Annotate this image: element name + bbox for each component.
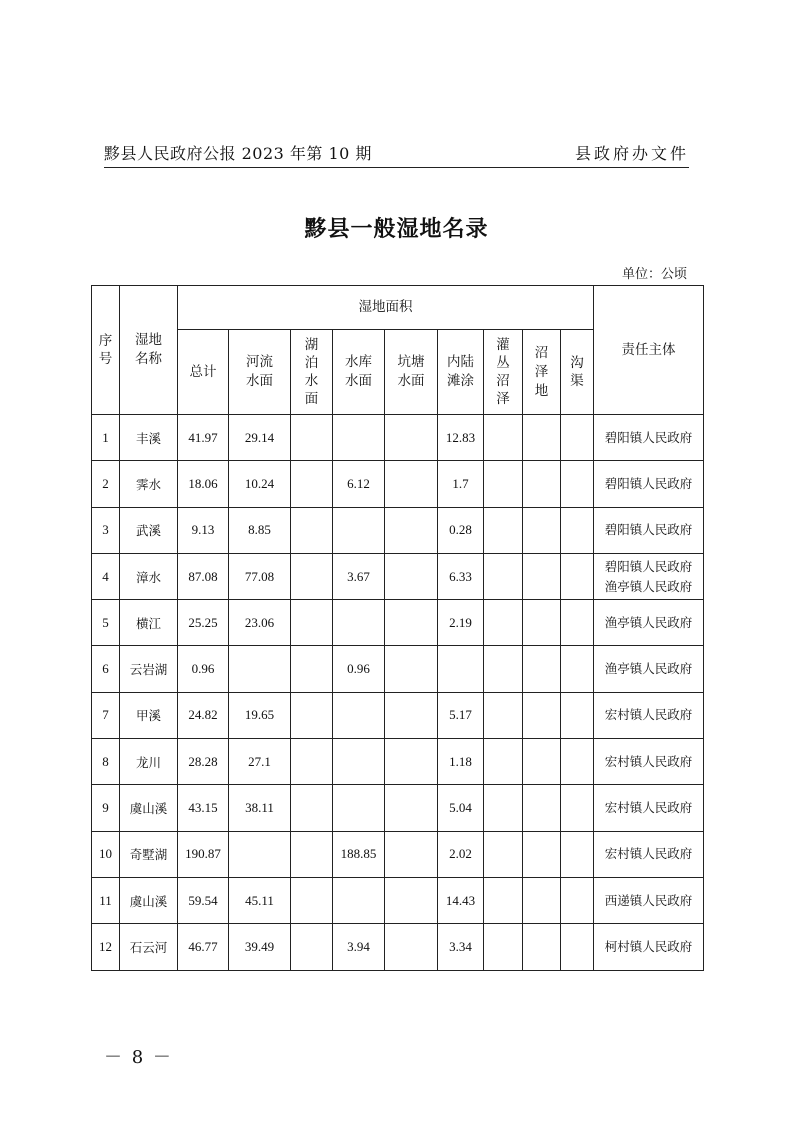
cell-ditch [561,461,594,507]
cell-shrub [484,739,523,785]
cell-shrub [484,600,523,646]
cell-total: 190.87 [178,831,229,877]
cell-name: 横江 [120,600,178,646]
cell-responsible [594,553,704,599]
cell-inland-beach: 1.7 [438,461,484,507]
responsible-entity: 碧阳镇人民政府 [604,429,693,445]
cell-inland-beach: 14.43 [438,877,484,923]
cell-reservoir: 6.12 [333,461,385,507]
col-header-name: 湿地名称 [120,286,178,415]
cell-ditch [561,692,594,738]
cell-inland-beach: 2.19 [438,600,484,646]
cell-inland-beach: 12.83 [438,415,484,461]
cell-name: 石云河 [120,924,178,970]
cell-river: 10.24 [229,461,291,507]
cell-seq: 3 [92,507,120,553]
cell-river: 39.49 [229,924,291,970]
cell-total: 87.08 [178,553,229,599]
cell-shrub [484,831,523,877]
cell-total: 28.28 [178,739,229,785]
cell-pond [385,507,438,553]
cell-lake [291,924,333,970]
table-row [92,415,704,461]
cell-reservoir: 0.96 [333,646,385,692]
cell-ditch [561,600,594,646]
table-row [92,831,704,877]
table-row [92,692,704,738]
cell-total: 18.06 [178,461,229,507]
page-title: 黟县一般湿地名录 [304,217,489,242]
cell-lake [291,415,333,461]
cell-seq: 7 [92,692,120,738]
table-row [92,461,704,507]
table-row [92,924,704,970]
cell-marsh [523,461,561,507]
cell-lake [291,785,333,831]
cell-responsible [594,877,704,923]
unit-label: 单位：公顷 [621,267,687,282]
cell-pond [385,924,438,970]
section-header: 县政府办文件 [574,144,689,163]
cell-marsh [523,553,561,599]
cell-marsh [523,831,561,877]
responsible-entity: 柯村镇人民政府 [604,938,693,954]
cell-marsh [523,692,561,738]
cell-name: 虞山溪 [120,877,178,923]
cell-total: 9.13 [178,507,229,553]
cell-river [229,646,291,692]
cell-responsible [594,600,704,646]
cell-ditch [561,739,594,785]
table-row [92,553,704,599]
cell-lake [291,600,333,646]
cell-total: 25.25 [178,600,229,646]
responsible-entity: 宏村镇人民政府 [604,800,693,816]
col-header-seq: 序号 [92,286,120,415]
cell-lake [291,739,333,785]
cell-responsible [594,415,704,461]
cell-pond [385,785,438,831]
cell-reservoir [333,600,385,646]
cell-seq: 8 [92,739,120,785]
cell-river: 77.08 [229,553,291,599]
cell-ditch [561,877,594,923]
responsible-entity: 碧阳镇人民政府 [604,558,693,574]
cell-river: 19.65 [229,692,291,738]
cell-marsh [523,785,561,831]
table-row [92,877,704,923]
cell-marsh [523,600,561,646]
cell-marsh [523,877,561,923]
cell-seq: 12 [92,924,120,970]
cell-marsh [523,415,561,461]
cell-lake [291,692,333,738]
cell-lake [291,553,333,599]
page-number: － 8 － [104,1047,173,1068]
table-row [92,785,704,831]
cell-pond [385,739,438,785]
cell-pond [385,553,438,599]
cell-pond [385,877,438,923]
cell-lake [291,507,333,553]
cell-pond [385,646,438,692]
cell-inland-beach: 2.02 [438,831,484,877]
cell-marsh [523,646,561,692]
cell-responsible [594,785,704,831]
cell-inland-beach: 6.33 [438,553,484,599]
col-header-shrub: 灌丛沼泽 [484,330,523,415]
cell-lake [291,877,333,923]
cell-inland-beach: 0.28 [438,507,484,553]
responsible-entity: 宏村镇人民政府 [604,846,693,862]
cell-reservoir [333,739,385,785]
cell-name: 霁水 [120,461,178,507]
cell-reservoir [333,877,385,923]
cell-seq: 9 [92,785,120,831]
header-rule [104,167,689,168]
cell-reservoir: 188.85 [333,831,385,877]
cell-shrub [484,646,523,692]
cell-responsible [594,739,704,785]
cell-responsible [594,461,704,507]
cell-name: 漳水 [120,553,178,599]
table-row [92,507,704,553]
cell-seq: 11 [92,877,120,923]
cell-ditch [561,507,594,553]
cell-marsh [523,507,561,553]
cell-responsible [594,692,704,738]
cell-seq: 6 [92,646,120,692]
cell-river: 29.14 [229,415,291,461]
cell-name: 云岩湖 [120,646,178,692]
cell-shrub [484,692,523,738]
wetland-table [91,285,704,971]
responsible-entity: 渔亭镇人民政府 [604,614,693,630]
bulletin-header: 黟县人民政府公报 2023 年第 10 期 [104,144,372,163]
cell-ditch [561,553,594,599]
cell-name: 武溪 [120,507,178,553]
cell-ditch [561,785,594,831]
cell-river: 45.11 [229,877,291,923]
cell-shrub [484,924,523,970]
cell-name: 龙川 [120,739,178,785]
cell-river: 38.11 [229,785,291,831]
col-header-responsible: 责任主体 [594,286,704,415]
cell-lake [291,461,333,507]
table-row [92,646,704,692]
cell-name: 丰溪 [120,415,178,461]
cell-reservoir [333,692,385,738]
cell-inland-beach: 3.34 [438,924,484,970]
cell-pond [385,415,438,461]
table-row [92,600,704,646]
cell-inland-beach: 5.04 [438,785,484,831]
cell-marsh [523,739,561,785]
cell-shrub [484,415,523,461]
col-header-area-group: 湿地面积 [178,286,594,330]
cell-seq: 2 [92,461,120,507]
responsible-entity: 碧阳镇人民政府 [604,522,693,538]
col-header-pond: 坑塘水面 [385,330,438,415]
cell-responsible [594,507,704,553]
cell-seq: 4 [92,553,120,599]
cell-total: 41.97 [178,415,229,461]
responsible-entity: 宏村镇人民政府 [604,707,693,723]
cell-ditch [561,415,594,461]
cell-inland-beach: 1.18 [438,739,484,785]
cell-responsible [594,831,704,877]
cell-shrub [484,461,523,507]
cell-reservoir [333,415,385,461]
cell-reservoir [333,507,385,553]
cell-ditch [561,646,594,692]
responsible-entity: 碧阳镇人民政府 [604,475,693,491]
table-body [92,415,704,971]
cell-total: 0.96 [178,646,229,692]
cell-inland-beach [438,646,484,692]
cell-pond [385,831,438,877]
cell-river: 27.1 [229,739,291,785]
cell-lake [291,831,333,877]
col-header-inland-beach: 内陆滩涂 [438,330,484,415]
col-header-total: 总计 [178,330,229,415]
cell-pond [385,461,438,507]
cell-reservoir: 3.94 [333,924,385,970]
cell-lake [291,646,333,692]
cell-shrub [484,553,523,599]
cell-responsible [594,924,704,970]
cell-ditch [561,831,594,877]
cell-pond [385,692,438,738]
cell-reservoir: 3.67 [333,553,385,599]
cell-name: 虞山溪 [120,785,178,831]
cell-river: 23.06 [229,600,291,646]
responsible-entity: 宏村镇人民政府 [604,753,693,769]
responsible-entity: 渔亭镇人民政府 [604,661,693,677]
col-header-lake: 湖泊水面 [291,330,333,415]
cell-reservoir [333,785,385,831]
col-header-marsh: 沼泽地 [523,330,561,415]
cell-responsible [594,646,704,692]
col-header-ditch: 沟渠 [561,330,594,415]
cell-pond [385,600,438,646]
cell-seq: 5 [92,600,120,646]
cell-shrub [484,877,523,923]
cell-total: 46.77 [178,924,229,970]
cell-seq: 1 [92,415,120,461]
cell-total: 43.15 [178,785,229,831]
cell-ditch [561,924,594,970]
responsible-entity-secondary: 渔亭镇人民政府 [604,578,693,594]
cell-river: 8.85 [229,507,291,553]
cell-shrub [484,507,523,553]
cell-river [229,831,291,877]
cell-total: 24.82 [178,692,229,738]
col-header-river: 河流水面 [229,330,291,415]
cell-seq: 10 [92,831,120,877]
responsible-entity: 西递镇人民政府 [604,892,693,908]
cell-name: 甲溪 [120,692,178,738]
cell-marsh [523,924,561,970]
cell-name: 奇墅湖 [120,831,178,877]
cell-total: 59.54 [178,877,229,923]
table-row [92,739,704,785]
col-header-reservoir: 水库水面 [333,330,385,415]
cell-shrub [484,785,523,831]
cell-inland-beach: 5.17 [438,692,484,738]
